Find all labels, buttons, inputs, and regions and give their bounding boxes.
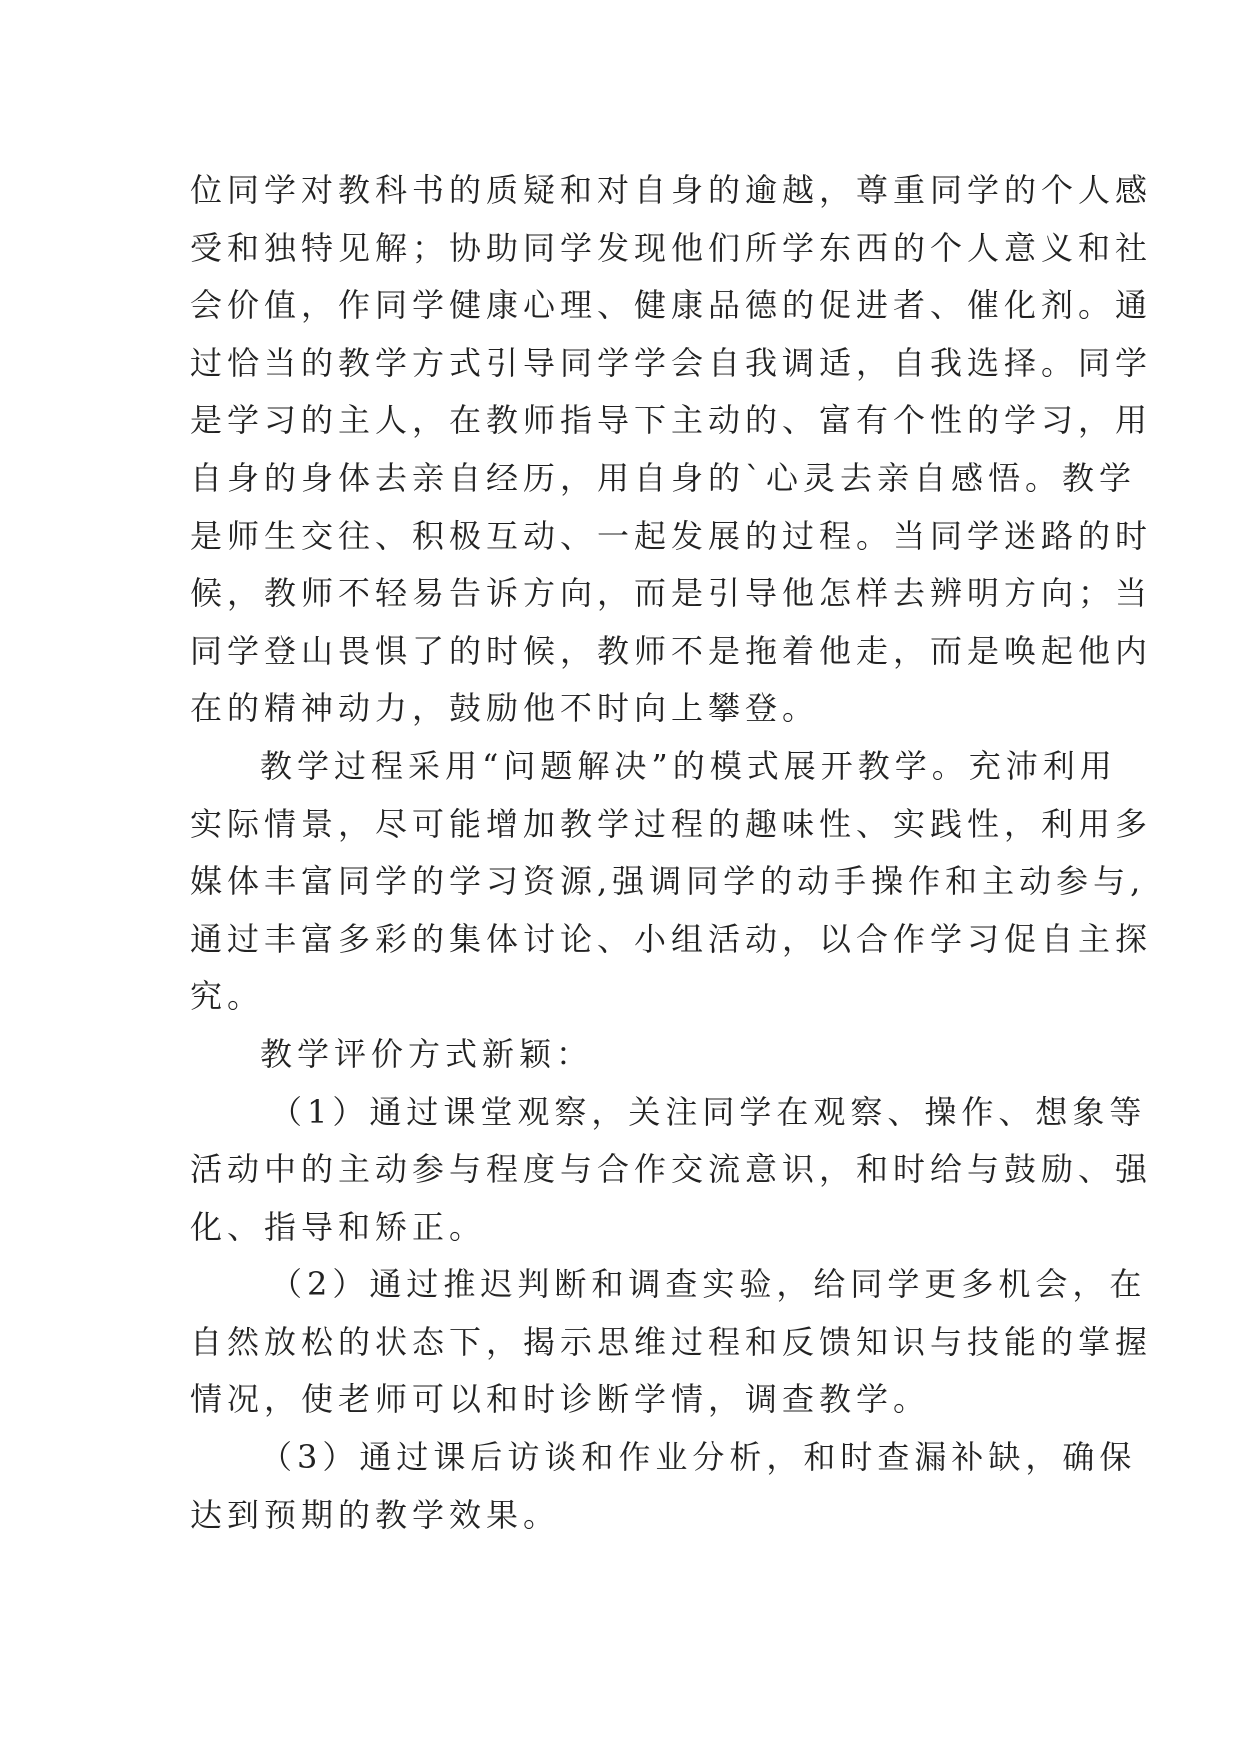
text-line: 是学习的主人，在教师指导下主动的、富有个性的学习，用 — [190, 401, 1153, 440]
text-line: 自然放松的状态下，揭示思维过程和反馈知识与技能的掌握 — [190, 1322, 1153, 1361]
text-line: 是师生交往、积极互动、一起发展的过程。当同学迷路的时 — [190, 516, 1153, 555]
text-line: 同学登山畏惧了的时候，教师不是拖着他走，而是唤起他内 — [190, 631, 1153, 670]
text-line: 究。 — [190, 977, 265, 1016]
text-line: 自身的身体去亲自经历，用自身的`心灵去亲自感悟。教学 — [190, 458, 1137, 497]
text-line: 实际情景，尽可能增加教学过程的趣味性、实践性，利用多 — [190, 804, 1153, 843]
text-line: 会价值，作同学健康心理、健康品德的促进者、催化剂。通 — [190, 286, 1153, 325]
text-line: 位同学对教科书的质疑和对自身的逾越，尊重同学的个人感 — [190, 171, 1153, 209]
text-line: 通过丰富多彩的集体讨论、小组活动，以合作学习促自主探 — [190, 919, 1153, 958]
text-line: 过恰当的教学方式引导同学学会自我调适，自我选择。同学 — [190, 343, 1153, 382]
text-line: 候，教师不轻易告诉方向，而是引导他怎样去辨明方向；当 — [190, 574, 1153, 613]
list-item-line: （1）通过课堂观察，关注同学在观察、操作、想象等 — [270, 1092, 1147, 1131]
list-item-line: （2）通过推迟判断和调查实验，给同学更多机会，在 — [270, 1265, 1147, 1304]
text-line: 媒体丰富同学的学习资源,强调同学的动手操作和主动参与, — [190, 862, 1146, 901]
text-line: 化、指导和矫正。 — [190, 1207, 487, 1246]
paragraph-start-line: 教学评价方式新颖： — [260, 1034, 594, 1073]
text-line: 情况，使老师可以和时诊断学情，调查教学。 — [190, 1380, 931, 1419]
document-body — [190, 162, 1153, 1544]
paragraph-start-line: 教学过程采用“问题解决”的模式展开教学。充沛利用 — [260, 746, 1117, 785]
text-line: 达到预期的教学效果。 — [190, 1495, 561, 1534]
text-line: 活动中的主动参与程度与合作交流意识，和时给与鼓励、强 — [190, 1150, 1153, 1189]
text-line: 受和独特见解；协助同学发现他们所学东西的个人意义和社 — [190, 228, 1153, 267]
text-line: 在的精神动力，鼓励他不时向上攀登。 — [190, 689, 820, 728]
list-item-line: （3）通过课后访谈和作业分析，和时查漏补缺，确保 — [260, 1438, 1137, 1477]
